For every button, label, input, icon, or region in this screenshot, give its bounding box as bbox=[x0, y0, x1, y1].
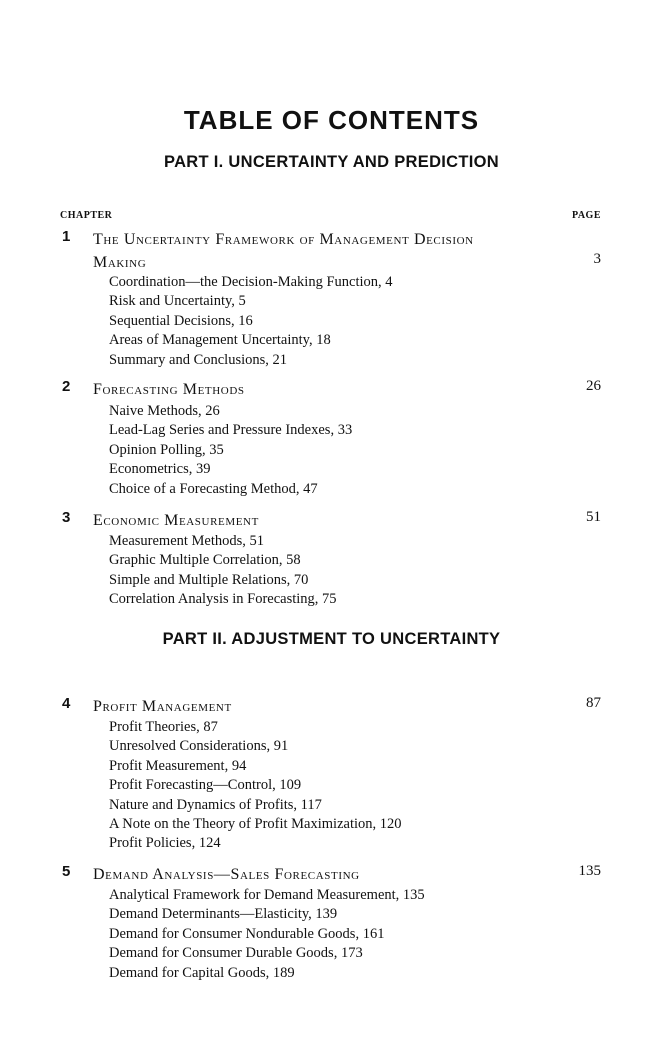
section-item: Risk and Uncertainty, 5 bbox=[109, 293, 246, 310]
section-item: Measurement Methods, 51 bbox=[109, 533, 265, 549]
chapter-page: 3 bbox=[593, 251, 601, 267]
section-item: Profit Theories, 87 bbox=[109, 719, 218, 735]
section-item: Coordination—the Decision-Making Function, 4 bbox=[109, 274, 393, 290]
section-item: Demand for Consumer Nondurable Goods, 161 bbox=[109, 925, 385, 942]
page-column-label: PAGE bbox=[571, 210, 601, 221]
section-item: Profit Measurement, 94 bbox=[109, 757, 247, 774]
chapter-page: 87 bbox=[586, 695, 601, 711]
section-item: Unresolved Considerations, 91 bbox=[109, 738, 289, 755]
chapter-number: 1 bbox=[62, 228, 71, 245]
section-item: Choice of a Forecasting Method, 47 bbox=[109, 480, 318, 497]
section-item: A Note on the Theory of Profit Maximization, 120 bbox=[109, 816, 402, 833]
section-item: Profit Forecasting—Control, 109 bbox=[109, 777, 302, 794]
chapter-number: 4 bbox=[62, 695, 71, 712]
section-item: Analytical Framework for Demand Measurement, 135 bbox=[109, 887, 425, 903]
chapter-title: Economic Measurement bbox=[93, 512, 259, 529]
chapter-page: 51 bbox=[586, 509, 601, 525]
chapter-number: 5 bbox=[62, 863, 71, 880]
section-item: Demand for Capital Goods, 189 bbox=[109, 964, 295, 981]
chapter-2-sections bbox=[109, 402, 352, 499]
chapter-1-sections bbox=[109, 273, 393, 370]
toc-title: TABLE OF CONTENTS bbox=[183, 105, 480, 135]
section-item: Sequential Decisions, 16 bbox=[109, 312, 253, 329]
section-item: Opinion Polling, 35 bbox=[109, 441, 224, 458]
chapter-title bbox=[93, 228, 563, 274]
chapter-title: Demand Analysis—Sales Forecasting bbox=[93, 866, 360, 883]
section-item: Demand Determinants—Elasticity, 139 bbox=[109, 906, 338, 923]
section-item: Graphic Multiple Correlation, 58 bbox=[109, 552, 301, 569]
section-item: Lead-Lag Series and Pressure Indexes, 33 bbox=[109, 422, 353, 439]
section-item: Areas of Management Uncertainty, 18 bbox=[109, 332, 331, 349]
chapter-title-line: Making bbox=[93, 254, 147, 271]
section-item: Nature and Dynamics of Profits, 117 bbox=[109, 796, 322, 813]
chapter-page: 26 bbox=[586, 378, 601, 394]
chapter-number: 2 bbox=[62, 378, 71, 395]
chapter-title-line: The Uncertainty Framework of Management Decision bbox=[93, 231, 474, 248]
chapter-column-label: CHAPTER bbox=[60, 210, 113, 221]
section-item: Simple and Multiple Relations, 70 bbox=[109, 571, 309, 588]
chapter-number: 3 bbox=[62, 509, 71, 526]
chapter-page: 135 bbox=[578, 863, 601, 879]
part-2-heading: PART II. ADJUSTMENT TO UNCERTAINTY bbox=[162, 630, 501, 648]
chapter-title: Forecasting Methods bbox=[93, 381, 245, 398]
chapter-4-sections bbox=[109, 718, 402, 854]
section-item: Naive Methods, 26 bbox=[109, 403, 220, 419]
section-item: Correlation Analysis in Forecasting, 75 bbox=[109, 591, 337, 608]
section-item: Summary and Conclusions, 21 bbox=[109, 351, 288, 368]
chapter-3-sections bbox=[109, 532, 337, 610]
chapter-5-sections bbox=[109, 886, 425, 983]
chapter-title: Profit Management bbox=[93, 698, 232, 715]
part-1-heading: PART I. UNCERTAINTY AND PREDICTION bbox=[163, 153, 499, 171]
section-item: Demand for Consumer Durable Goods, 173 bbox=[109, 945, 363, 962]
section-item: Econometrics, 39 bbox=[109, 461, 211, 478]
section-item: Profit Policies, 124 bbox=[109, 835, 221, 852]
